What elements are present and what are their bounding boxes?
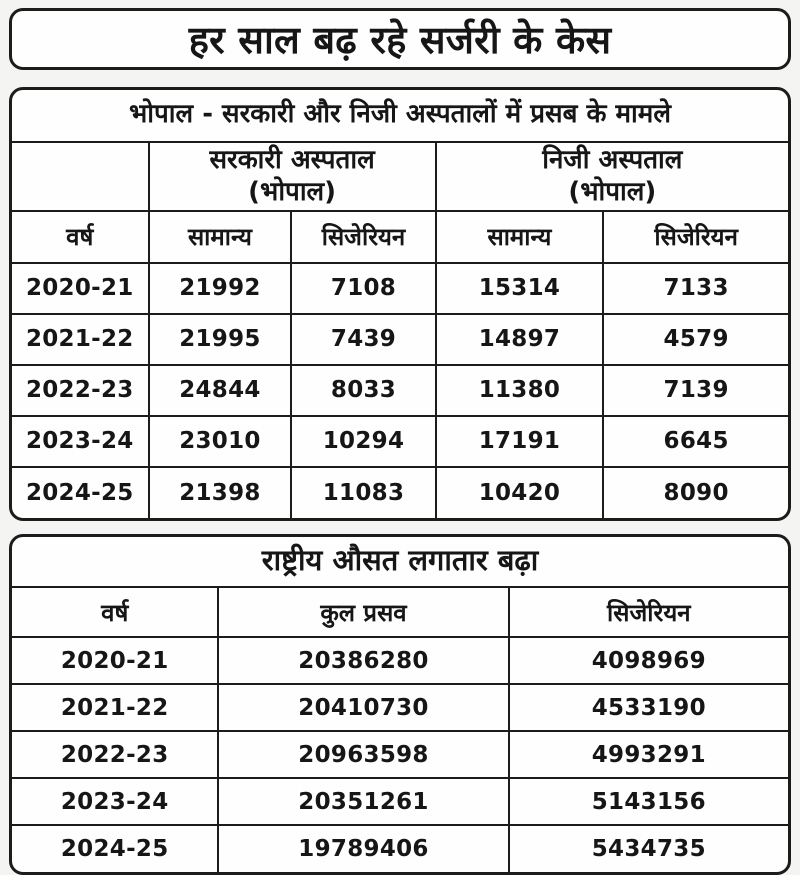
table-row (12, 778, 788, 825)
value-cell: 4993291 (509, 731, 788, 778)
column-group-private-name: निजी अस्पताल (542, 144, 683, 175)
value-cell: 15314 (436, 263, 604, 314)
value-cell: 4098969 (509, 637, 788, 684)
value-cell: 5434735 (509, 825, 788, 872)
column-group-government-name: सरकारी अस्पताल (209, 144, 375, 175)
table-row (12, 637, 788, 684)
column-group-private-hospital (436, 143, 788, 211)
year-cell: 2024-25 (12, 467, 149, 518)
value-cell: 7439 (291, 314, 435, 365)
column-header-govt-normal: सामान्य (149, 211, 292, 263)
table-row (12, 416, 788, 467)
bhopal-table (12, 143, 788, 518)
column-group-government-hospital (149, 143, 436, 211)
value-cell: 21995 (149, 314, 292, 365)
value-cell: 7139 (603, 365, 788, 416)
value-cell: 6645 (603, 416, 788, 467)
bhopal-table-panel (9, 87, 791, 521)
table-row (12, 731, 788, 778)
table-row (12, 684, 788, 731)
value-cell: 4579 (603, 314, 788, 365)
value-cell: 7108 (291, 263, 435, 314)
value-cell: 20410730 (218, 684, 508, 731)
year-cell: 2020-21 (12, 263, 149, 314)
table-row (12, 825, 788, 872)
table-row (12, 314, 788, 365)
column-header-govt-cesarean: सिजेरियन (291, 211, 435, 263)
value-cell: 20386280 (218, 637, 508, 684)
value-cell: 4533190 (509, 684, 788, 731)
national-table-panel (9, 534, 791, 875)
value-cell: 10294 (291, 416, 435, 467)
bhopal-table-caption: भोपाल - सरकारी और निजी अस्पतालों में प्रसब के मामले (12, 90, 788, 143)
year-cell: 2024-25 (12, 825, 218, 872)
value-cell: 7133 (603, 263, 788, 314)
column-group-private-city: (भोपाल) (568, 177, 657, 208)
table-row (12, 365, 788, 416)
year-cell: 2021-22 (12, 314, 149, 365)
value-cell: 19789406 (218, 825, 508, 872)
table-row (12, 467, 788, 518)
column-header-cesarean: सिजेरियन (509, 588, 788, 637)
value-cell: 24844 (149, 365, 292, 416)
value-cell: 8090 (603, 467, 788, 518)
value-cell: 20351261 (218, 778, 508, 825)
value-cell: 8033 (291, 365, 435, 416)
column-header-row (12, 211, 788, 263)
value-cell: 14897 (436, 314, 604, 365)
value-cell: 11380 (436, 365, 604, 416)
column-header-year: वर्ष (12, 588, 218, 637)
national-table-caption: राष्ट्रीय औसत लगातार बढ़ा (12, 537, 788, 589)
value-cell: 23010 (149, 416, 292, 467)
value-cell: 17191 (436, 416, 604, 467)
group-header-row (12, 143, 788, 211)
year-cell: 2023-24 (12, 416, 149, 467)
page-title (9, 8, 791, 70)
value-cell: 5143156 (509, 778, 788, 825)
value-cell: 10420 (436, 467, 604, 518)
column-header-row (12, 588, 788, 637)
table-row (12, 263, 788, 314)
column-group-government-city: (भोपाल) (248, 177, 337, 208)
year-cell: 2022-23 (12, 731, 218, 778)
year-cell: 2022-23 (12, 365, 149, 416)
value-cell: 21398 (149, 467, 292, 518)
value-cell: 20963598 (218, 731, 508, 778)
year-cell: 2020-21 (12, 637, 218, 684)
column-header-private-cesarean: सिजेरियन (603, 211, 788, 263)
page-title-text: हर साल बढ़ रहे सर्जरी के केस (188, 18, 612, 62)
value-cell: 11083 (291, 467, 435, 518)
column-header-year: वर्ष (12, 211, 149, 263)
value-cell: 21992 (149, 263, 292, 314)
year-cell: 2021-22 (12, 684, 218, 731)
year-cell: 2023-24 (12, 778, 218, 825)
column-header-total-deliveries: कुल प्रसव (218, 588, 508, 637)
national-table (12, 588, 788, 872)
corner-cell (12, 143, 149, 211)
column-header-private-normal: सामान्य (436, 211, 604, 263)
